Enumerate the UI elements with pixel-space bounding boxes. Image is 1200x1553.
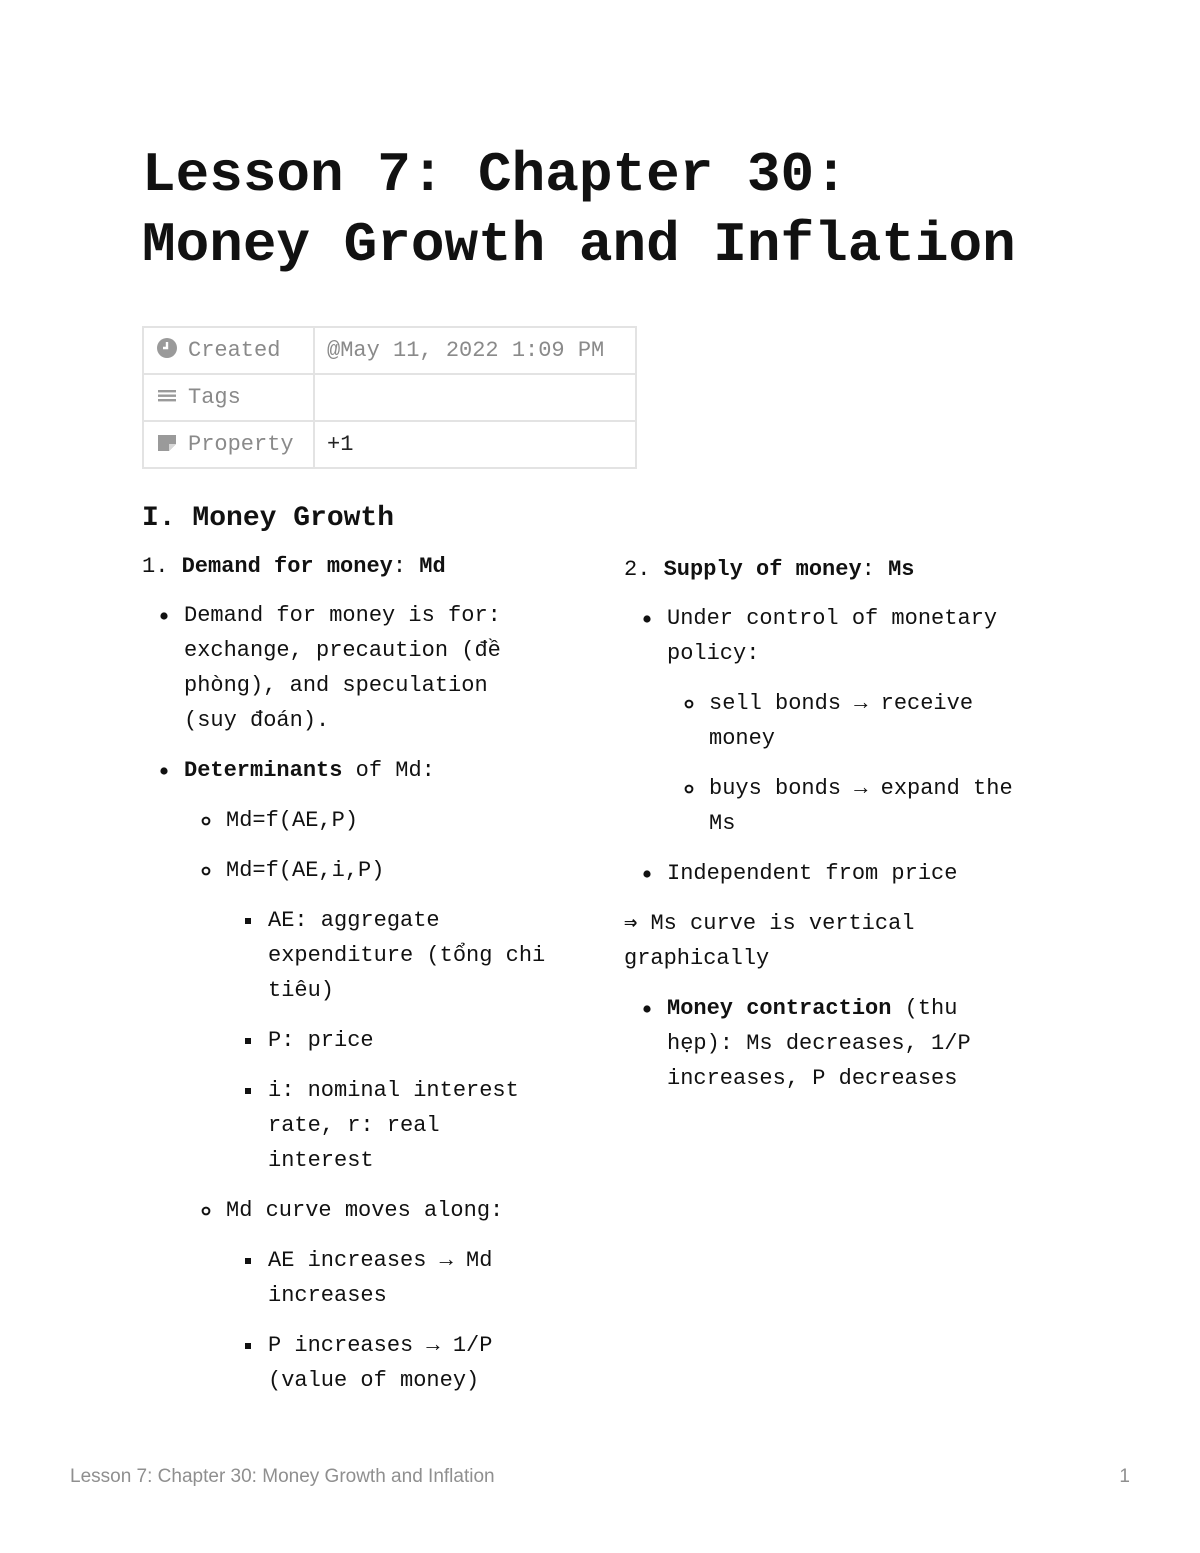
list-item: Money contraction (thu hẹp): Ms decreases, 1/P increases, P decreases	[667, 991, 1054, 1096]
property-row-created	[143, 327, 636, 374]
bullet-disc-icon	[640, 991, 660, 1026]
property-value[interactable]	[314, 374, 636, 421]
bullet-circle-icon	[682, 771, 702, 806]
bullet-circle-icon	[682, 686, 702, 721]
list-item: AE: aggregate expenditure (tổng chi tiêu)	[268, 903, 582, 1008]
property-key: Property	[143, 421, 314, 468]
property-key: Tags	[143, 374, 314, 421]
conclusion-text: ⇒ Ms curve is vertical graphically	[624, 911, 915, 971]
bullet-disc-icon	[640, 856, 660, 891]
clock-icon	[156, 337, 178, 359]
property-value: @May 11, 2022 1:09 PM	[314, 327, 636, 374]
list-icon	[156, 384, 178, 406]
bullet-square-icon	[241, 1328, 261, 1363]
page-title	[142, 140, 1016, 280]
page-number: 1	[1119, 1466, 1130, 1487]
list-item: i: nominal interest rate, r: real interest	[268, 1073, 582, 1178]
left-column	[142, 549, 582, 1413]
property-key: Created	[143, 327, 314, 374]
numbered-item-1: 1. Demand for money: Md	[142, 554, 446, 579]
list-item: P: price	[268, 1023, 582, 1058]
list-item: buys bonds → expand the Ms	[709, 771, 1054, 841]
bullet-square-icon	[241, 1073, 261, 1108]
list-item: Demand for money is for: exchange, precaution (đề phòng), and speculation (suy đoán).	[184, 598, 582, 738]
list-item: Md curve moves along:	[226, 1193, 582, 1228]
property-value: +1	[314, 421, 636, 468]
list-item: Determinants of Md:	[184, 753, 582, 788]
tag-icon	[156, 431, 178, 453]
footer-title: Lesson 7: Chapter 30: Money Growth and Inflation	[70, 1466, 495, 1487]
section-heading: I. Money Growth	[142, 503, 395, 534]
property-row-property	[143, 421, 636, 468]
list-item: AE increases → Md increases	[268, 1243, 582, 1313]
properties-table	[142, 326, 637, 469]
double-arrow-icon: ⇒	[624, 911, 638, 936]
list-item: sell bonds → receive money	[709, 686, 1054, 756]
list-item: Under control of monetary policy:	[667, 601, 1054, 671]
list-item: Independent from price	[667, 856, 1054, 891]
right-column	[624, 552, 1054, 1111]
bullet-circle-icon	[199, 1193, 219, 1228]
bullet-square-icon	[241, 1243, 261, 1278]
list-item: Md=f(AE,i,P)	[226, 853, 582, 888]
title-line-1: Lesson 7: Chapter 30:	[142, 143, 848, 207]
bullet-circle-icon	[199, 803, 219, 838]
list-item: P increases → 1/P (value of money)	[268, 1328, 582, 1398]
title-line-2: Money Growth and Inflation	[142, 213, 1016, 277]
bullet-disc-icon	[640, 601, 660, 636]
property-row-tags	[143, 374, 636, 421]
bullet-square-icon	[241, 903, 261, 938]
bullet-disc-icon	[157, 598, 177, 633]
bullet-disc-icon	[157, 753, 177, 788]
bullet-square-icon	[241, 1023, 261, 1058]
bullet-circle-icon	[199, 853, 219, 888]
numbered-item-2: 2. Supply of money: Ms	[624, 557, 915, 582]
list-item: Md=f(AE,P)	[226, 803, 582, 838]
